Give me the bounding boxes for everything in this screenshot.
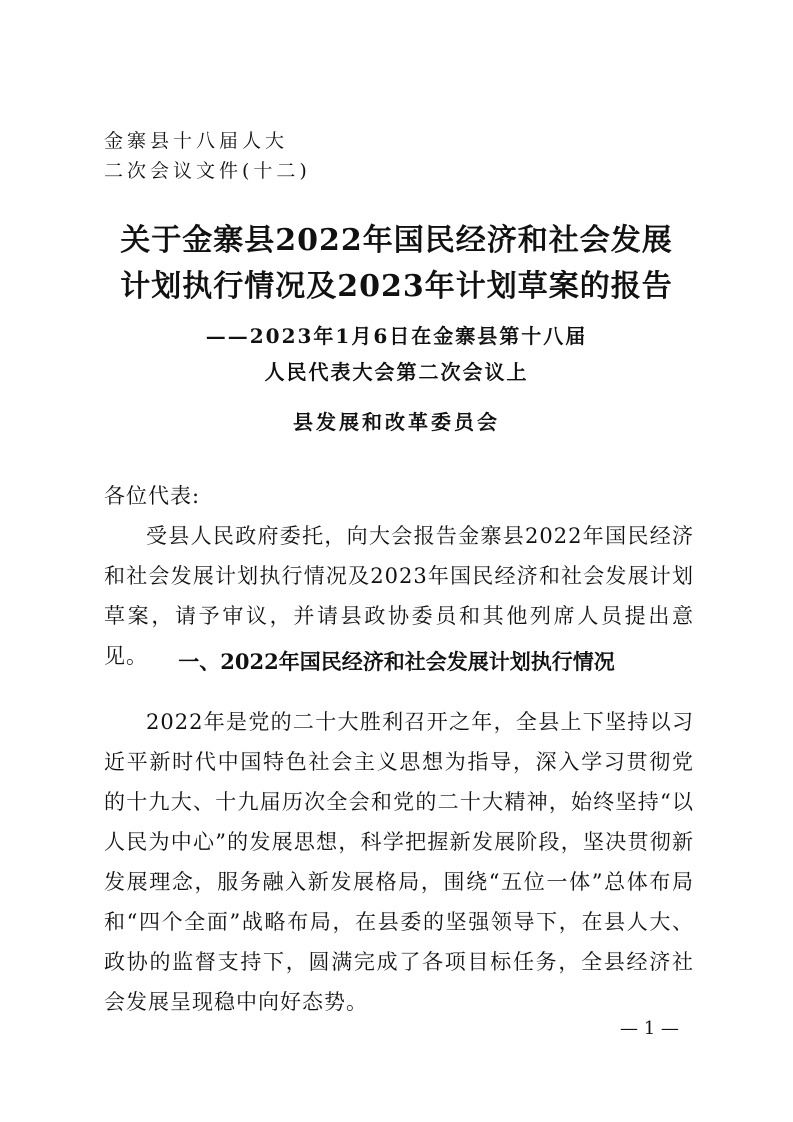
subtitle-line-2: 人民代表大会第二次会议上 — [264, 360, 529, 384]
header-line-1: 金寨县十八届人大 — [104, 130, 289, 152]
section-heading-1: 一、2022年国民经济和社会发展计划执行情况 — [178, 649, 615, 674]
issuer: 县发展和改革委员会 — [293, 410, 500, 434]
document-subtitle — [0, 318, 793, 390]
paragraph-2: 2022年是党的二十大胜利召开之年，全县上下坚持以习近平新时代中国特色社会主义思想为指导，深入学习贯彻党的十九大、十九届历次全会和党的二十大精神，始终坚持“以人民为中心”的发展思想，科学把握新发展阶段，坚决贯彻新发展理念，服务融入新发展格局，围绕“五位一体”总体布局和“四个全面”战略布局，在县委的坚强领导下，在县人大、政协的监督支持下，圆满完成了各项目标任务，全县经济社会发展呈现稳中向好态势。 — [104, 710, 694, 1014]
title-line-1: 关于金寨县2022年国民经济和社会发展 — [120, 223, 673, 258]
salutation: 各位代表: — [104, 484, 201, 508]
document-header — [104, 126, 311, 186]
document-title — [0, 218, 793, 310]
title-line-2: 计划执行情况及2023年计划草案的报告 — [120, 269, 673, 304]
subtitle-line-1: ——2023年1月6日在金寨县第十八届 — [205, 324, 588, 348]
header-line-2: 二次会议文件(十二) — [104, 160, 311, 182]
paragraph-1: 受县人民政府委托，向大会报告金寨县2022年国民经济和社会发展计划执行情况及2023年国民经济和社会发展计划草案，请予审议，并请县政协委员和其他列席人员提出意见。 — [104, 524, 694, 668]
page-number: — 1 — — [620, 1018, 679, 1039]
